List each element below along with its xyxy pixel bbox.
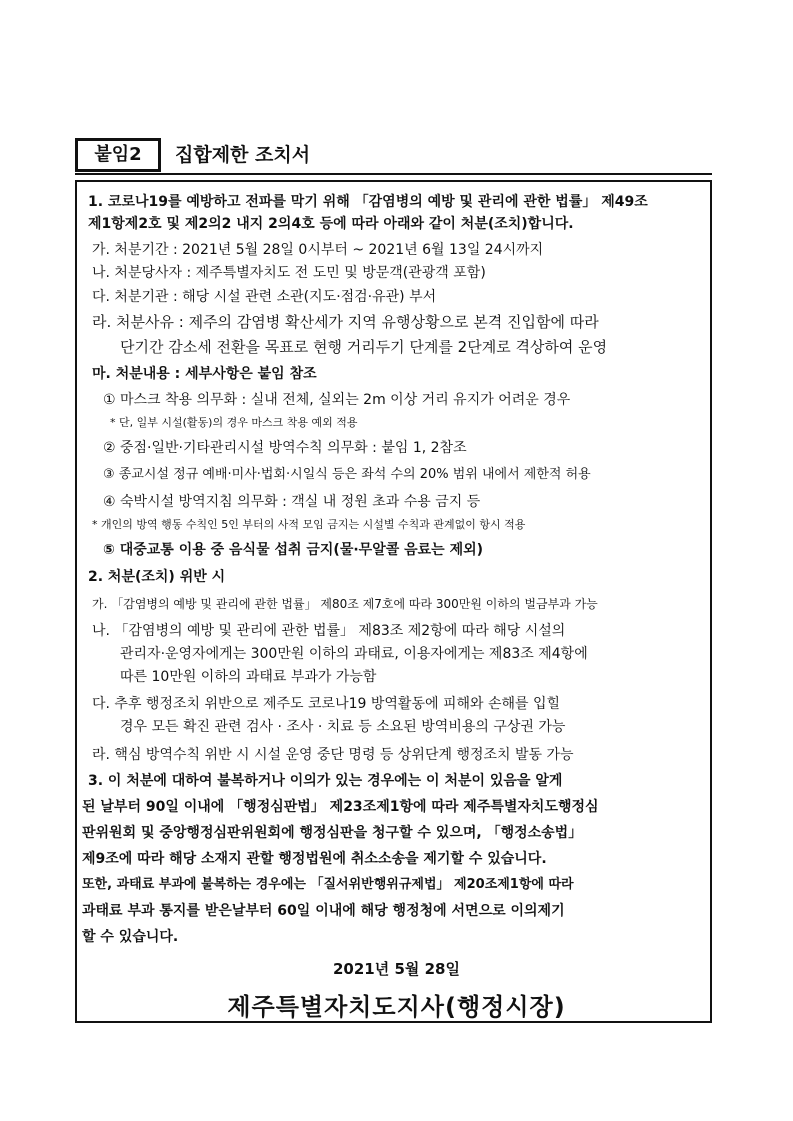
content-1-note: * 단, 일부 시설(활동)의 경우 마스크 착용 예외 적용 [110,416,358,429]
violation-na-2: 관리자·운영자에게는 300만원 이하의 과태료, 이용자에게는 제83조 제4항에 [120,646,588,662]
section-1-line-1: 1. 코로나19를 예방하고 전파를 막기 위해 「감염병의 예방 및 관리에 관한 법률」 제49조 [88,194,648,210]
section-3-line-3: 판위원회 및 중앙행정심판위원회에 행정심판을 청구할 수 있으며, 「행정소송법」 [82,825,583,841]
item-da-agency: 다. 처분기관 : 해당 시설 관련 소관(지도·점검·유관) 부서 [92,289,437,305]
section-3-line-7: 할 수 있습니다. [82,929,179,945]
violation-ra: 라. 핵심 방역수칙 위반 시 시설 운영 중단 명령 등 상위단계 행정조치 발동 가능 [92,747,574,763]
section-2-heading: 2. 처분(조치) 위반 시 [88,569,226,585]
content-5-transit: ⑤ 대중교통 이용 중 음식물 섭취 금지(물·무알콜 음료는 제외) [103,542,484,558]
section-3-line-6: 과태료 부과 통지를 받은날부터 60일 이내에 해당 행정청에 서면으로 이의제기 [82,903,565,919]
issue-date: 2021년 5월 28일 [333,960,460,978]
violation-da-1: 다. 추후 행정조치 위반으로 제주도 코로나19 방역활동에 피해와 손해를 입힐 [92,696,561,712]
item-na-party: 나. 처분당사자 : 제주특별자치도 전 도민 및 방문객(관광객 포함) [92,265,486,281]
section-3-line-5: 또한, 과태료 부과에 불복하는 경우에는 「질서위반행위규제법」 제20조제1항에 따라 [82,877,574,892]
item-ra-reason-2: 단기간 감소세 전환을 목표로 현행 거리두기 단계를 2단계로 격상하여 운영 [120,338,608,356]
violation-ga: 가. 「감염병의 예방 및 관리에 관한 법률」 제80조 제7호에 따라 300만원 이하의 벌금부과 가능 [92,597,598,611]
content-3-religion: ③ 종교시설 정규 예배·미사·법회·시일식 등은 좌석 수의 20% 범위 내에서 제한적 허용 [103,467,591,482]
content-4-note: * 개인의 방역 행동 수칙인 5인 부터의 사적 모임 금지는 시설별 수칙과 관계없이 항시 적용 [92,518,526,531]
section-3-line-4: 제9조에 따라 해당 소재지 관할 행정법원에 취소소송을 제기할 수 있습니다. [82,851,547,867]
section-3-line-1: 3. 이 처분에 대하여 불복하거나 이의가 있는 경우에는 이 처분이 있음을 알게 [88,773,563,789]
section-3-line-2: 된 날부터 90일 이내에 「행정심판법」 제23조제1항에 따라 제주특별자치도행정심 [82,799,599,815]
title-rule [75,173,712,175]
violation-na-1: 나. 「감염병의 예방 및 관리에 관한 법률」 제83조 제2항에 따라 해당 시설의 [92,623,566,639]
violation-da-2: 경우 모든 확진 관련 검사 · 조사 · 치료 등 소요된 방역비용의 구상권 가능 [120,719,566,735]
content-2-facilities: ② 중점·일반·기타관리시설 방역수칙 의무화 : 붙임 1, 2참조 [103,440,467,456]
item-ra-reason-1: 라. 처분사유 : 제주의 감염병 확산세가 지역 유행상황으로 본격 진입함에 따라 [92,313,599,331]
content-1-mask: ① 마스크 착용 의무화 : 실내 전체, 실외는 2m 이상 거리 유지가 어려운 경우 [103,392,571,408]
section-1-line-2: 제1항제2호 및 제2의2 내지 2의4호 등에 따라 아래와 같이 처분(조치)합니다. [88,216,574,232]
content-4-lodging: ④ 숙박시설 방역지침 의무화 : 객실 내 정원 초과 수용 금지 등 [103,494,481,510]
issuer-signature: 제주특별자치도지사(행정시장) [227,993,566,1021]
item-ga-period: 가. 처분기간 : 2021년 5월 28일 0시부터 ~ 2021년 6월 13일 24시까지 [92,242,544,258]
attachment-tag: 붙임2 [75,138,161,172]
violation-na-3: 따른 10만원 이하의 과태료 부과가 가능함 [120,669,377,685]
item-ma-content: 마. 처분내용 : 세부사항은 붙임 참조 [92,366,317,382]
document-title: 집합제한 조치서 [175,144,311,166]
